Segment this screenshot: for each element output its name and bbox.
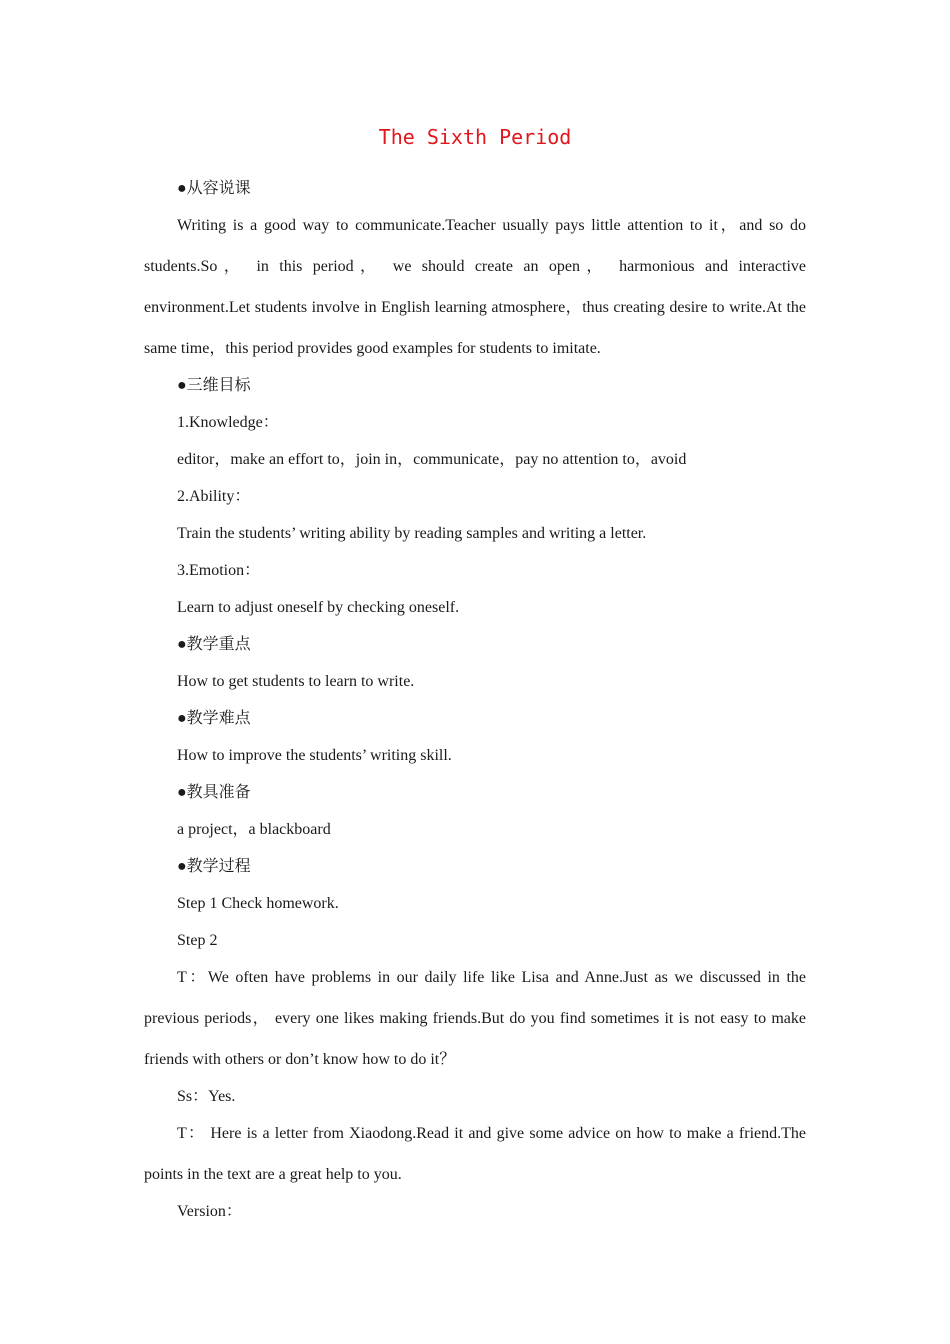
ability-label: 2.Ability： <box>177 488 251 505</box>
students-reply: Ss：Yes. <box>177 1088 236 1105</box>
tools-text: a project，a blackboard <box>177 821 331 838</box>
intro-paragraph: Writing is a good way to communicate.Teacher usually pays little attention to it，and so do students.So， in this period， we should create an open， harmonious and interactive environment.Let students involve in English learning atmosphere，thus creating desire to write.At the same time，this period provides good examples for students to imitate. <box>144 217 806 357</box>
teacher-line-1: T：We often have problems in our daily life like Lisa and Anne.Just as we discussed in the previous periods， every one likes making friends.But do you find sometimes it is not easy to make friends with others or don’t know how to do it？ <box>144 969 806 1068</box>
section-heading-tools: ●教具准备 <box>177 784 251 801</box>
emotion-label: 3.Emotion： <box>177 562 261 579</box>
section-heading-difficulty: ●教学难点 <box>177 710 251 727</box>
ability-text: Train the students’ writing ability by reading samples and writing a letter. <box>177 525 647 542</box>
section-heading-intro: ●从容说课 <box>177 180 251 197</box>
knowledge-label: 1.Knowledge： <box>177 414 279 431</box>
focus-text: How to get students to learn to write. <box>177 673 415 690</box>
page-title: The Sixth Period <box>378 125 572 149</box>
section-heading-process: ●教学过程 <box>177 858 251 875</box>
step-2: Step 2 <box>177 932 218 949</box>
difficulty-text: How to improve the students’ writing skill. <box>177 747 452 764</box>
version-label: Version： <box>177 1203 242 1220</box>
teacher-line-2: T： Here is a letter from Xiaodong.Read it and give some advice on how to make a friend.The points in the text are a great help to you. <box>144 1125 806 1183</box>
step-1: Step 1 Check homework. <box>177 895 339 912</box>
section-heading-focus: ●教学重点 <box>177 636 251 653</box>
section-heading-objectives: ●三维目标 <box>177 377 251 394</box>
emotion-text: Learn to adjust oneself by checking oneself. <box>177 599 460 616</box>
knowledge-text: editor，make an effort to，join in，communicate，pay no attention to，avoid <box>177 451 687 468</box>
document-body <box>144 170 806 1230</box>
